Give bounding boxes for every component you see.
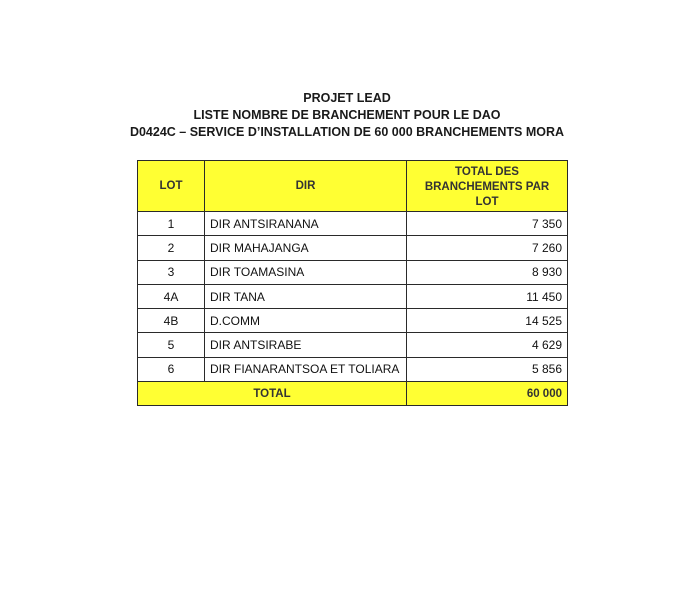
lot-cell: 6 <box>138 357 205 381</box>
document-header <box>0 90 694 141</box>
table-row <box>138 333 568 357</box>
table-row <box>138 357 568 381</box>
dir-cell: DIR ANTSIRABE <box>205 333 407 357</box>
table-row <box>138 284 568 308</box>
column-header-dir: DIR <box>205 161 407 212</box>
total-cell: 4 629 <box>407 333 568 357</box>
dir-cell: DIR TANA <box>205 284 407 308</box>
total-cell: 8 930 <box>407 260 568 284</box>
lot-cell: 4B <box>138 309 205 333</box>
lot-cell: 5 <box>138 333 205 357</box>
table-row <box>138 260 568 284</box>
dir-cell: DIR FIANARANTSOA ET TOLIARA <box>205 357 407 381</box>
column-header-total-line2: BRANCHEMENTS PAR LOT <box>424 180 550 208</box>
total-cell: 14 525 <box>407 309 568 333</box>
service-title: D0424C – SERVICE D’INSTALLATION DE 60 000 BRANCHEMENTS MORA <box>129 125 565 139</box>
dir-cell: DIR TOAMASINA <box>205 260 407 284</box>
header-row <box>138 161 568 212</box>
lot-cell: 3 <box>138 260 205 284</box>
total-cell: 7 260 <box>407 236 568 260</box>
total-cell: 11 450 <box>407 284 568 308</box>
list-title: LISTE NOMBRE DE BRANCHEMENT POUR LE DAO <box>193 108 501 122</box>
project-title: PROJET LEAD <box>303 91 391 105</box>
table-header <box>138 161 568 212</box>
table-row <box>138 236 568 260</box>
dir-cell: DIR ANTSIRANANA <box>205 212 407 236</box>
table-row <box>138 212 568 236</box>
total-label: TOTAL <box>138 382 407 406</box>
total-cell: 5 856 <box>407 357 568 381</box>
dir-cell: DIR MAHAJANGA <box>205 236 407 260</box>
grand-total-value: 60 000 <box>407 382 568 406</box>
branchements-table <box>137 160 568 406</box>
total-row <box>138 382 568 406</box>
lot-cell: 1 <box>138 212 205 236</box>
table-row <box>138 309 568 333</box>
column-header-total <box>407 161 568 212</box>
dir-cell: D.COMM <box>205 309 407 333</box>
table-body <box>138 212 568 406</box>
lot-cell: 2 <box>138 236 205 260</box>
column-header-lot: LOT <box>138 161 205 212</box>
total-cell: 7 350 <box>407 212 568 236</box>
column-header-total-line1: TOTAL DES <box>455 165 519 178</box>
lot-cell: 4A <box>138 284 205 308</box>
